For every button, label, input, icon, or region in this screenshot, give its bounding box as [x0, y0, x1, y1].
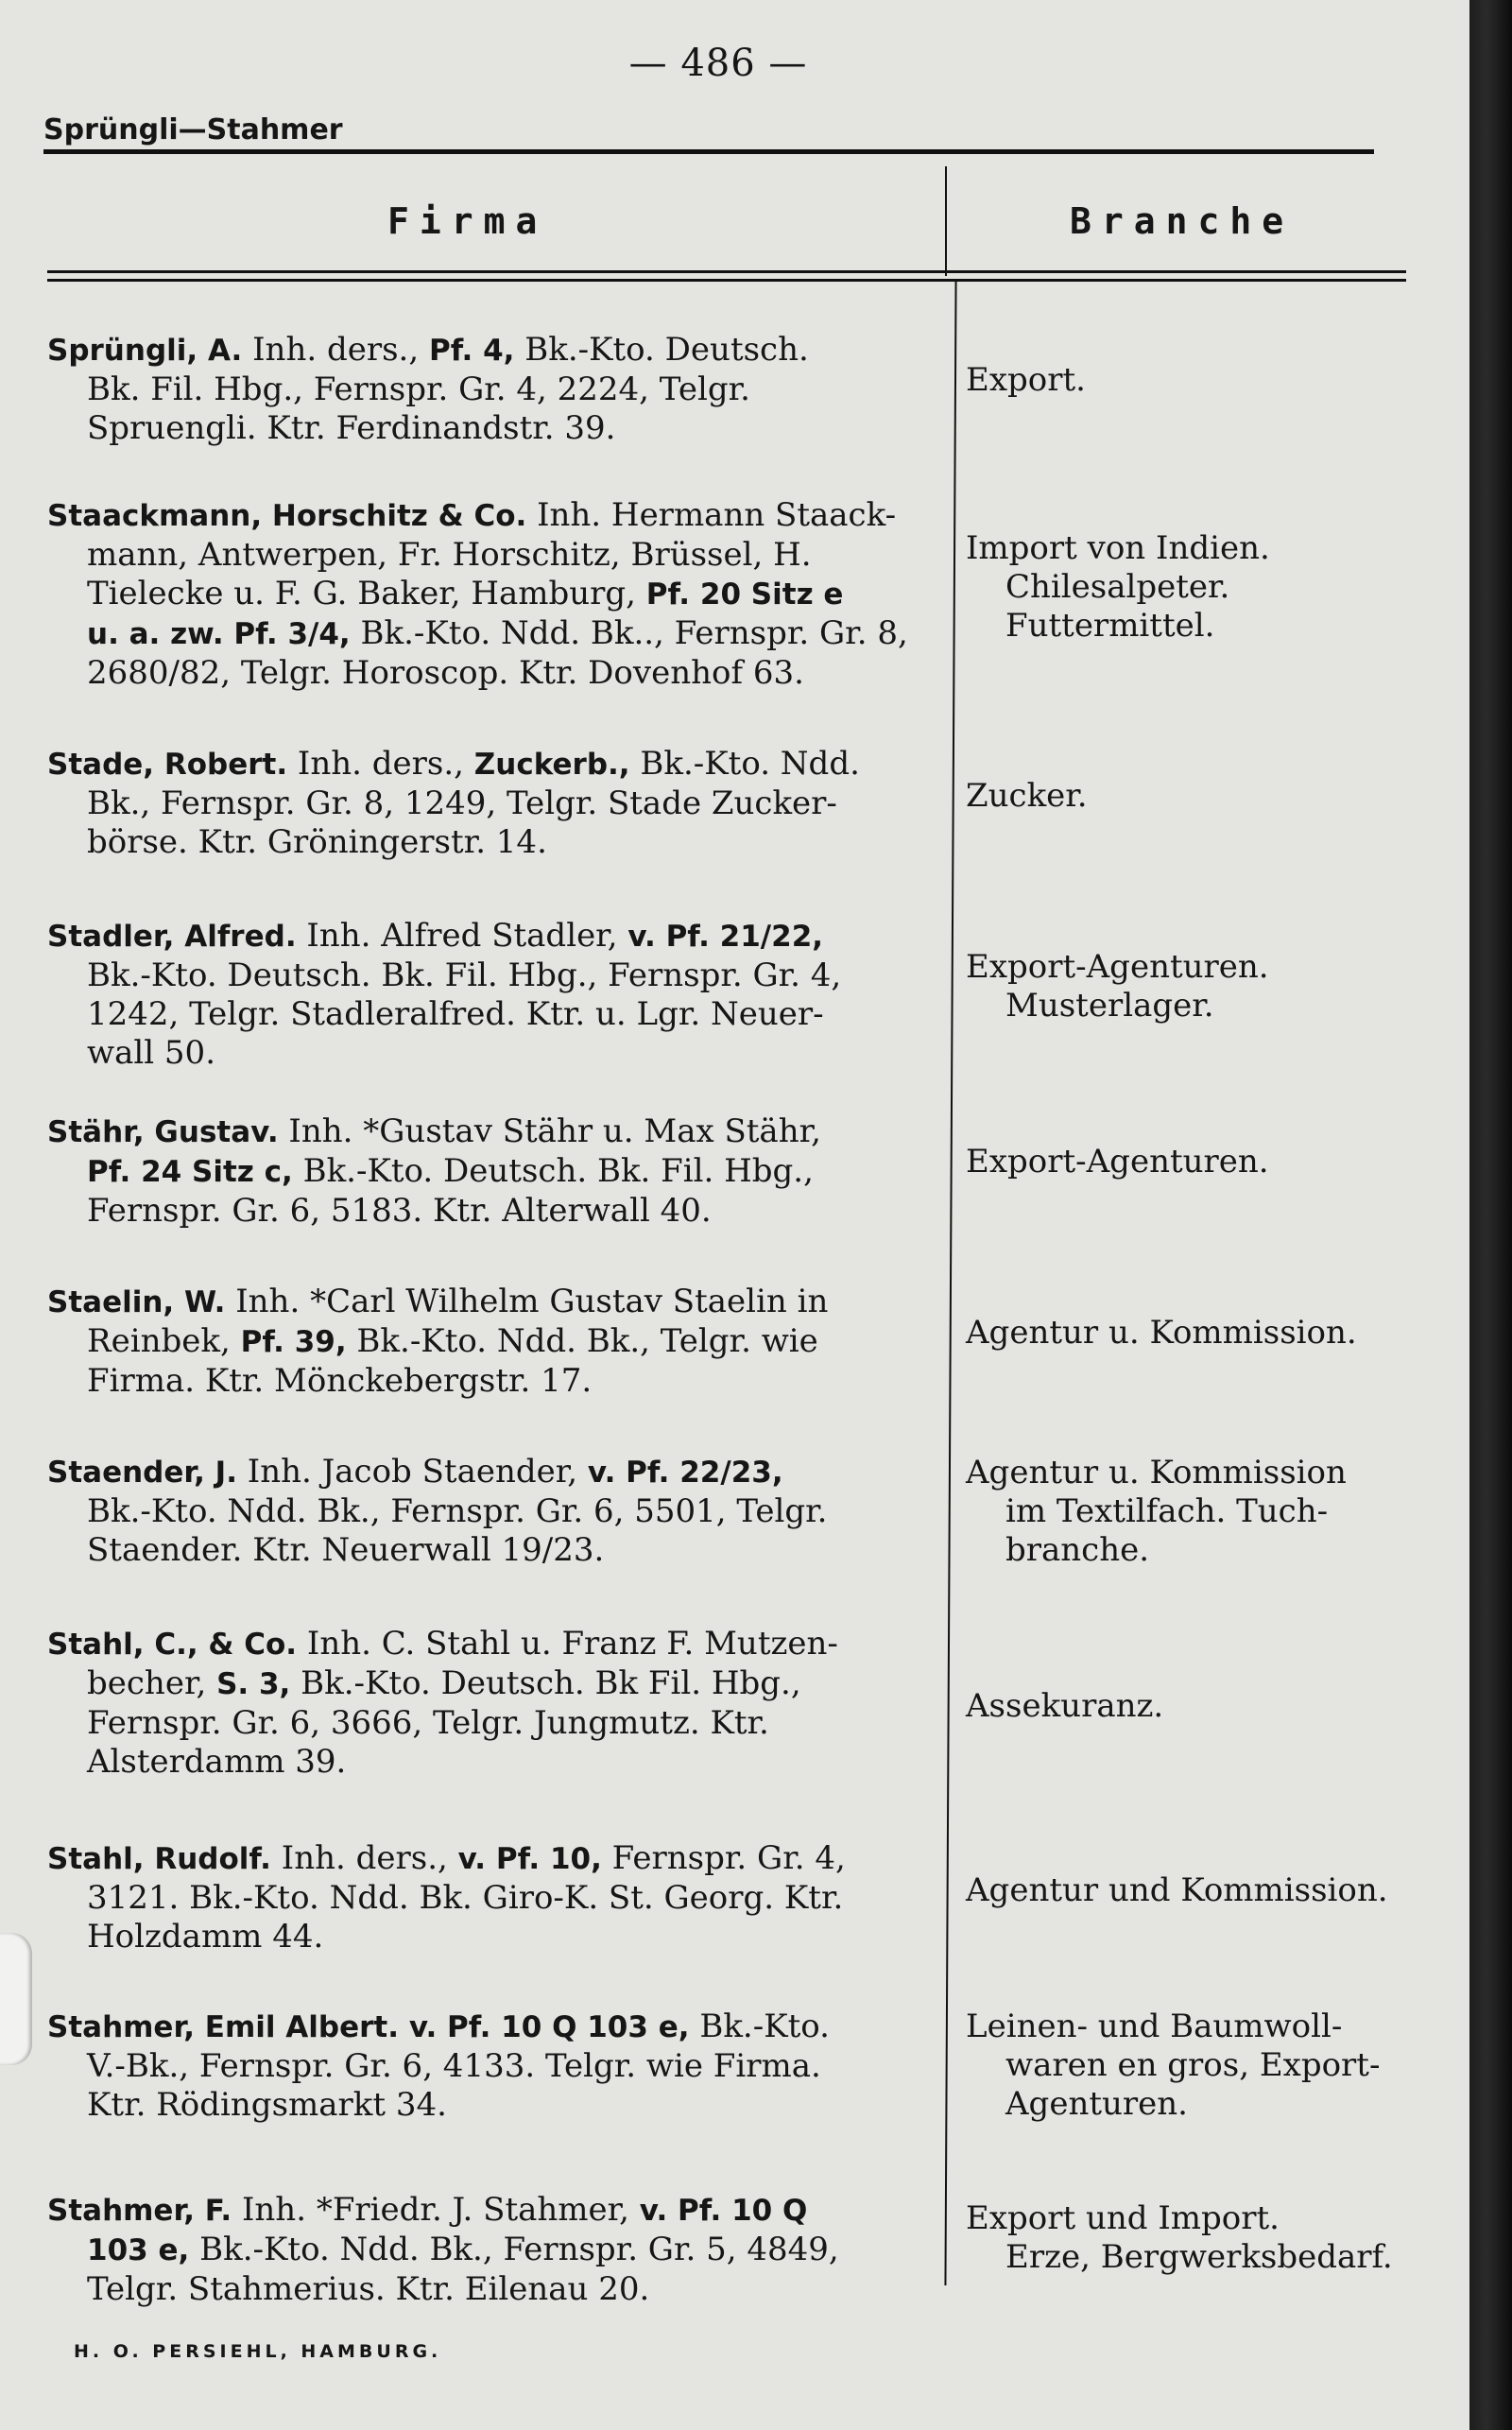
branche-line: Agenturen. [1005, 2085, 1188, 2123]
firm-name: Stähr, Gustav. [47, 1115, 279, 1149]
entry-line [47, 2270, 950, 2309]
branche-line: Assekuranz. [966, 1687, 1164, 1725]
branche-entry [966, 529, 1457, 646]
entry-text: Bk.-Kto. Ndd. Bk.., Fernspr. Gr. 8, [350, 614, 908, 652]
entry-text: Inh. *Friedr. J. Stahmer, [232, 2191, 640, 2229]
firm-name: Staender, J. [47, 1456, 237, 1490]
entry-line [47, 1531, 950, 1570]
branche-line: branche. [1005, 1531, 1150, 1569]
entry-text: Bk.-Kto. Deutsch. [514, 331, 809, 369]
entry-text: S. 3, [216, 1667, 291, 1701]
branche-entry [966, 948, 1457, 1025]
entry-line [47, 2231, 950, 2270]
firm-entry [47, 1625, 950, 1782]
entry-line [47, 614, 950, 654]
entry-line [47, 331, 950, 371]
entry-line [47, 496, 950, 536]
branche-entry [966, 1454, 1457, 1570]
entry-line [47, 2008, 950, 2047]
firm-name: Stahl, C., & Co. [47, 1628, 298, 1662]
entry-line [47, 371, 950, 409]
firm-entry [47, 2191, 950, 2309]
branche-line: Export-Agenturen. [966, 1143, 1269, 1181]
entry-text: Zuckerb., [473, 748, 630, 782]
firm-name: Stahmer, F. [47, 2194, 232, 2228]
entry-line [47, 1322, 950, 1362]
entry-text: Inh. *Gustav Stähr u. Max Stähr, [278, 1112, 821, 1150]
entry-text: Inh. ders., [287, 745, 474, 783]
branche-entry [966, 1687, 1457, 1726]
branche-line: Agentur u. Kommission [966, 1454, 1347, 1491]
branche-line: Export. [966, 361, 1086, 399]
entry-text: V.-Bk., Fernspr. Gr. 6, 4133. Telgr. wie Firma. [87, 2047, 821, 2085]
page-number: — 486 — [628, 42, 808, 85]
branche-line: Leinen- und Baumwoll- [966, 2008, 1343, 2045]
column-heading-branche: Branche [1070, 200, 1295, 242]
entry-text: Firma. Ktr. Mönckebergstr. 17. [87, 1362, 593, 1400]
firm-entry [47, 2008, 950, 2125]
entry-text: 3121. Bk.-Kto. Ndd. Bk. Giro-K. St. Georg. Ktr. [87, 1879, 844, 1917]
entry-line [47, 1362, 950, 1401]
entry-text: v. Pf. 10 Q [639, 2194, 808, 2228]
entry-line [47, 536, 950, 575]
firm-entry [47, 745, 950, 862]
entry-text: Holzdamm 44. [87, 1918, 324, 1956]
entry-text: Bk.-Kto. Ndd. Bk., Fernspr. Gr. 5, 4849, [189, 2231, 839, 2268]
entry-text: Fernspr. Gr. 6, 5183. Ktr. Alterwall 40. [87, 1192, 712, 1230]
entry-text: Inh. ders., [242, 331, 429, 369]
entry-text: v. Pf. 22/23, [587, 1456, 783, 1490]
entry-text: 1242, Telgr. Stadleralfred. Ktr. u. Lgr. Neuer- [87, 995, 824, 1033]
column-divider-upper [945, 166, 947, 276]
entry-text: Bk.-Kto. Ndd. Bk., Fernspr. Gr. 6, 5501, Telgr. [87, 1492, 828, 1530]
firm-entry [47, 1283, 950, 1401]
entry-text: Staender. Ktr. Neuerwall 19/23. [87, 1531, 605, 1569]
entry-line [47, 1918, 950, 1956]
firm-entry [47, 917, 950, 1073]
entry-text: Pf. 4, [428, 334, 515, 368]
paper-tear [0, 1933, 32, 2065]
entry-text: Bk.-Kto. Ndd. [629, 745, 860, 783]
entry-text [399, 2008, 409, 2045]
entry-text: Telgr. Stahmerius. Ktr. Eilenau 20. [87, 2270, 650, 2308]
entry-text: Bk.-Kto. Deutsch. Bk. Fil. Hbg., [292, 1152, 814, 1190]
entry-text: mann, Antwerpen, Fr. Horschitz, Brüssel, H. [87, 536, 812, 574]
entry-line [47, 1704, 950, 1743]
entry-text: Tielecke u. F. G. Baker, Hamburg, [87, 575, 646, 612]
branche-line: Zucker. [966, 777, 1088, 815]
branche-entry [966, 1871, 1457, 1910]
branche-line: Export-Agenturen. [966, 948, 1269, 986]
entry-line [47, 1879, 950, 1918]
entry-text: Bk., Fernspr. Gr. 8, 1249, Telgr. Stade Zucker- [87, 784, 837, 822]
entry-line [47, 1152, 950, 1192]
entry-text: u. a. zw. Pf. 3/4, [87, 617, 351, 651]
entry-line [47, 1034, 950, 1073]
branche-entry [966, 777, 1457, 816]
firm-name: Stahmer, Emil Albert. [47, 2010, 399, 2044]
entry-line [47, 2086, 950, 2125]
entry-line [47, 1453, 950, 1492]
branche-entry [966, 361, 1457, 400]
branche-line: Futtermittel. [1005, 607, 1215, 645]
printer-imprint: H. O. PERSIEHL, HAMBURG. [74, 2341, 442, 2362]
entry-text: Fernspr. Gr. 6, 3666, Telgr. Jungmutz. Ktr. [87, 1704, 769, 1742]
entry-text: Inh. *Carl Wilhelm Gustav Staelin in [225, 1283, 829, 1320]
entry-text: Inh. C. Stahl u. Franz F. Mutzen- [297, 1625, 838, 1663]
heading-double-rule-bottom [47, 279, 1406, 282]
entry-text: v. Pf. 21/22, [627, 920, 824, 954]
branche-entry [966, 2008, 1457, 2124]
entry-line [47, 784, 950, 823]
entry-text: Inh. Hermann Staack- [526, 496, 897, 534]
entry-text: Reinbek, [87, 1322, 241, 1360]
running-head: Sprüngli—Stahmer [43, 113, 343, 146]
branche-line: Agentur u. Kommission. [966, 1314, 1357, 1352]
firm-entry [47, 1453, 950, 1570]
entry-line [47, 823, 950, 862]
entry-text: Fernspr. Gr. 4, [601, 1839, 846, 1877]
entry-text: 2680/82, Telgr. Horoscop. Ktr. Dovenhof 63. [87, 654, 804, 692]
entry-line [47, 1492, 950, 1531]
entry-line [47, 1192, 950, 1231]
entry-line [47, 2191, 950, 2231]
branche-line: im Textilfach. Tuch- [1005, 1492, 1329, 1530]
entry-text: Bk. Fil. Hbg., Fernspr. Gr. 4, 2224, Telgr. [87, 371, 750, 408]
firm-name: Stade, Robert. [47, 748, 288, 782]
entry-line [47, 575, 950, 614]
firm-entry [47, 331, 950, 448]
entry-text: Pf. 39, [240, 1325, 347, 1359]
entry-text: becher, [87, 1664, 217, 1702]
firm-entry [47, 496, 950, 693]
entry-text: Inh. Alfred Stadler, [296, 917, 628, 955]
branche-entry [966, 1314, 1457, 1353]
entry-text: v. Pf. 10, [457, 1842, 602, 1876]
branche-line: Import von Indien. [966, 529, 1270, 567]
branche-entry [966, 1143, 1457, 1181]
firm-name: Staackmann, Horschitz & Co. [47, 499, 527, 533]
entry-line [47, 1743, 950, 1782]
entry-line [47, 1839, 950, 1879]
entry-line [47, 956, 950, 995]
branche-line: waren en gros, Export- [1005, 2046, 1381, 2084]
entry-text: Inh. ders., [270, 1839, 458, 1877]
entry-text: Pf. 20 Sitz e [645, 577, 844, 612]
column-heading-firma: Firma [387, 200, 548, 242]
entry-text: wall 50. [87, 1034, 215, 1072]
branche-entry [966, 2199, 1457, 2277]
firm-entry [47, 1112, 950, 1231]
entry-line [47, 2047, 950, 2086]
entry-text: v. Pf. 10 Q 103 e, [408, 2010, 690, 2044]
entry-text: Pf. 24 Sitz c, [87, 1155, 293, 1189]
entry-text: Bk.-Kto. Ndd. Bk., Telgr. wie [346, 1322, 818, 1360]
entry-text: Alsterdamm 39. [87, 1743, 347, 1781]
heading-double-rule-top [47, 270, 1406, 273]
firm-name: Sprüngli, A. [47, 334, 243, 368]
branche-line: Export und Import. [966, 2199, 1280, 2237]
book-gutter [1469, 0, 1512, 2430]
entry-text: Bk.-Kto. [689, 2008, 830, 2045]
entry-line [47, 654, 950, 693]
entry-line [47, 995, 950, 1034]
entry-line [47, 1283, 950, 1322]
firm-name: Stadler, Alfred. [47, 920, 297, 954]
firm-entry [47, 1839, 950, 1956]
branche-line: Musterlager. [1005, 987, 1214, 1025]
entry-line [47, 1664, 950, 1704]
header-rule [43, 149, 1374, 154]
entry-text: Spruengli. Ktr. Ferdinandstr. 39. [87, 409, 616, 447]
entry-text: Bk.-Kto. Deutsch. Bk. Fil. Hbg., Fernspr. Gr. 4, [87, 956, 842, 994]
entry-line [47, 745, 950, 784]
entry-text: Inh. Jacob Staender, [237, 1453, 588, 1491]
firm-name: Stahl, Rudolf. [47, 1842, 271, 1876]
entry-line [47, 409, 950, 448]
branche-line: Erze, Bergwerksbedarf. [1005, 2238, 1393, 2276]
entry-text: börse. Ktr. Gröningerstr. 14. [87, 823, 547, 861]
entry-text: Bk.-Kto. Deutsch. Bk Fil. Hbg., [290, 1664, 801, 1702]
entry-line [47, 1625, 950, 1664]
firm-name: Staelin, W. [47, 1285, 226, 1319]
branche-line: Chilesalpeter. [1005, 568, 1230, 606]
entry-text: 103 e, [87, 2233, 190, 2267]
entry-line [47, 917, 950, 956]
branche-line: Agentur und Kommission. [966, 1871, 1388, 1909]
entry-text: Ktr. Rödingsmarkt 34. [87, 2086, 447, 2124]
entry-line [47, 1112, 950, 1152]
